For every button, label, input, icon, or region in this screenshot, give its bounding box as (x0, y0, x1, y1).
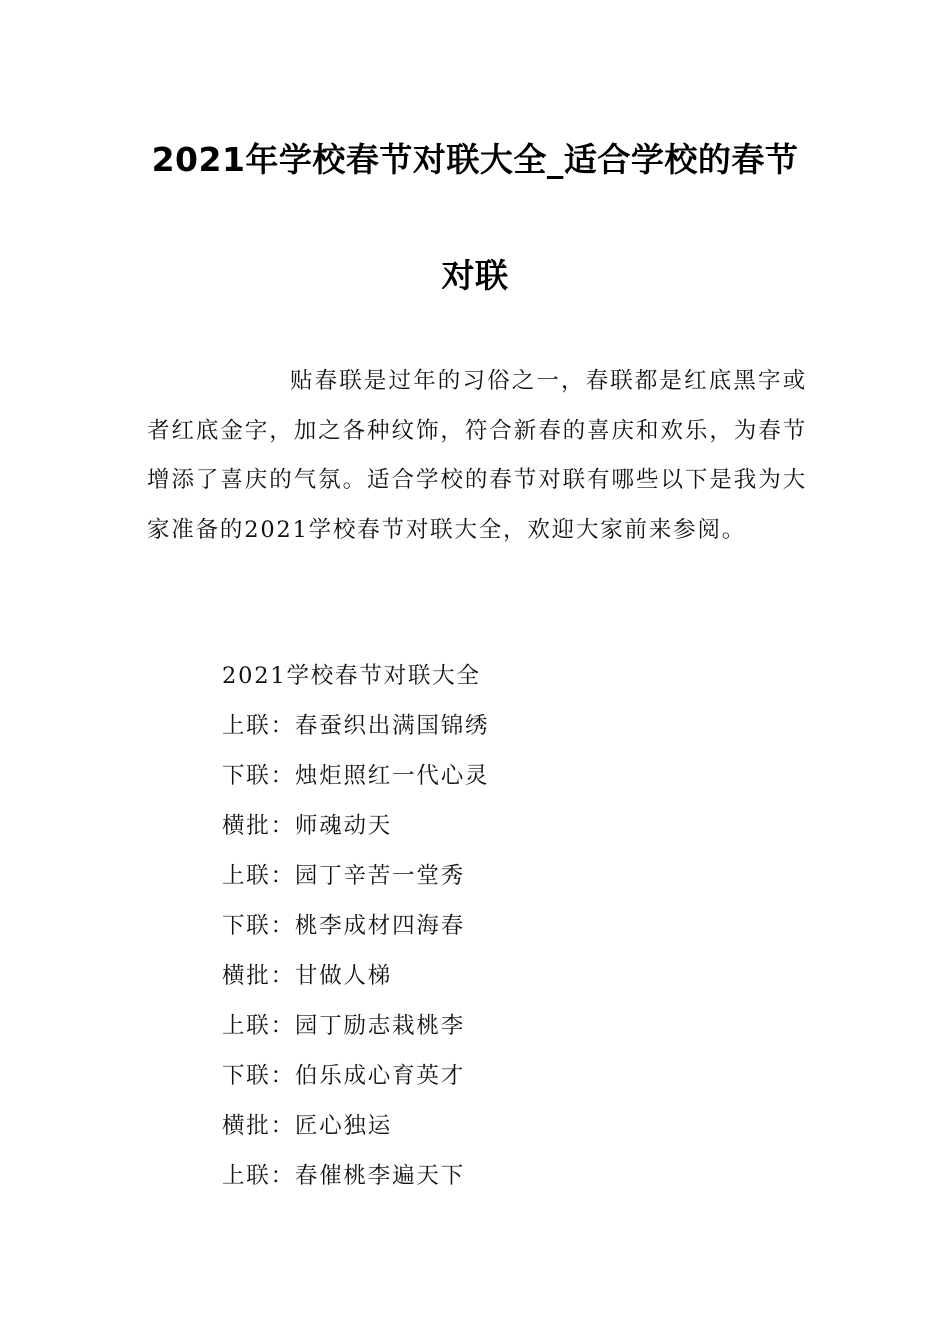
intro-paragraph: 贴春联是过年的习俗之一，春联都是红底黑字或者红底金字，加之各种纹饰，符合新春的喜庆和欢乐，为春节增添了喜庆的气氛。适合学校的春节对联有哪些以下是我为大家准备的2021学校春节对联大全，欢迎大家前来参阅。 (147, 368, 807, 543)
list-heading: 2021学校春节对联大全 (222, 663, 481, 689)
couplet-line: 下联：伯乐成心育英才 (222, 1063, 466, 1089)
couplet-line: 上联：春催桃李遍天下 (222, 1163, 466, 1189)
couplet-line: 下联：烛炬照红一代心灵 (222, 763, 490, 789)
couplet-line: 上联：春蚕织出满国锦绣 (222, 713, 490, 739)
document-title-line-2: 对联 (441, 256, 509, 295)
couplet-line: 横批：甘做人梯 (222, 963, 393, 989)
couplet-line: 上联：园丁励志栽桃李 (222, 1013, 466, 1039)
couplet-line: 上联：园丁辛苦一堂秀 (222, 863, 466, 889)
document-title-line-1: 2021年学校春节对联大全_适合学校的春节 (151, 140, 799, 179)
couplet-line: 横批：师魂动天 (222, 813, 393, 839)
couplet-line: 下联：桃李成材四海春 (222, 913, 466, 939)
couplet-line: 横批：匠心独运 (222, 1113, 393, 1139)
couplet-list (222, 654, 489, 1204)
